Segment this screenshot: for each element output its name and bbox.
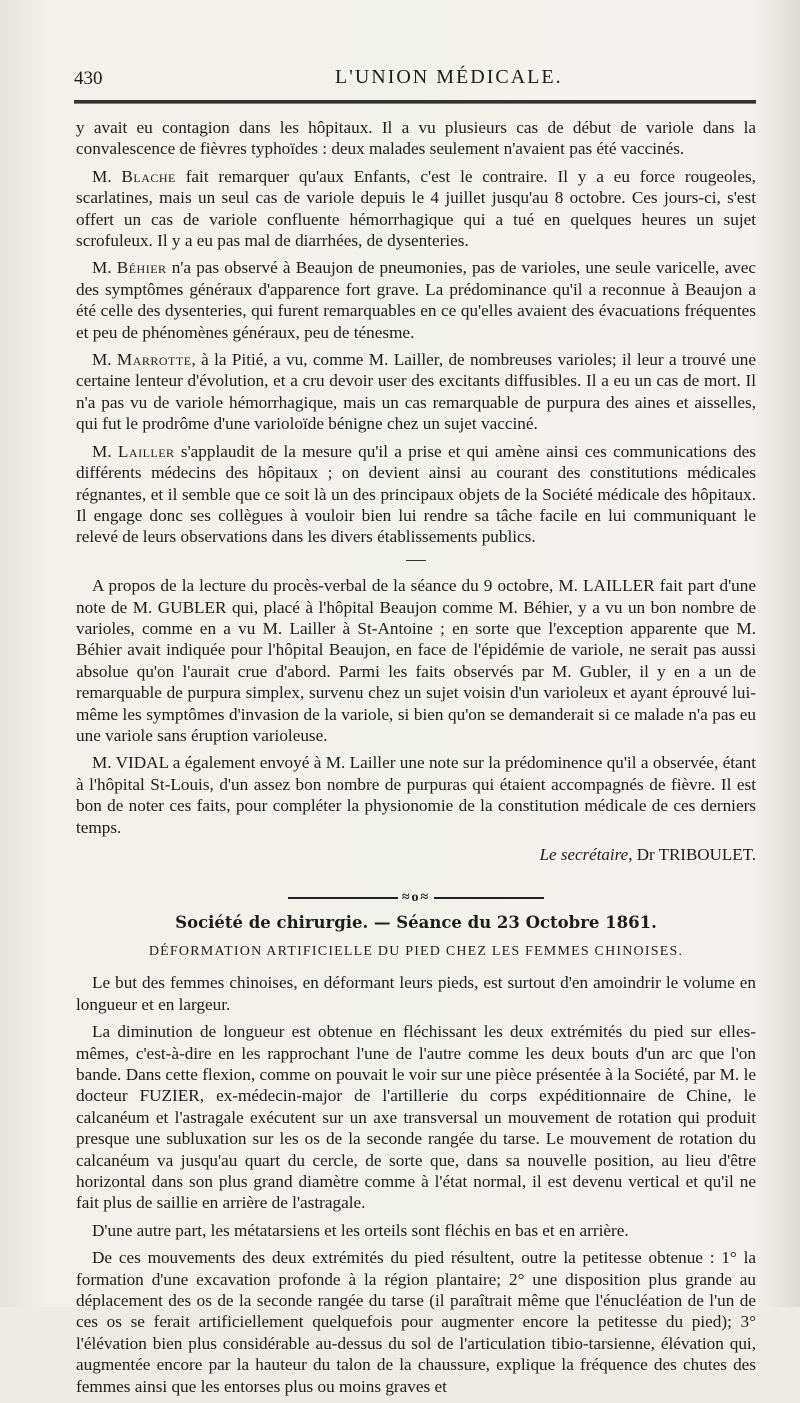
speaker-name: Marrotte	[116, 350, 192, 370]
header-rule	[74, 100, 756, 104]
speaker-name: Blache	[121, 166, 176, 186]
paragraph: A propos de la lecture du procès-verbal de la séance du 9 octobre, M. LAILLER fait part d'une note de M. GUBLER qui, placé à l'hôpital Beaujon comme M. Béhier, y a vu un bon nombre de varioles, comme en a vu M. Lailler à St-Antoine ; en sorte que l'exception apparente que M. Béhier avait indiquée pour l'hôpital Beaujon, en face de l'épidémie de variole, ne serait pas aussi absolue qu'on l'aurait crue d'abord. Parmi les faits observés par M. Gubler, il y en a un de remarquable de purpura simplex, survenu chez un sujet voisin d'un varioleux et ayant éprouvé lui-même les symptômes d'invasion de la variole, si bien qu'on se demanderait si ce malade n'a pas eu une variole sans éruption varioleuse.	[76, 576, 756, 746]
ornament-center: ≈o≈	[401, 889, 431, 905]
paragraph: De ces mouvements des deux extrémités du pied résultent, outre la petitesse obtenue : 1° la formation d'une excavation profonde à la région plantaire; 2° une disposition plus grande au déplacement des os de la seconde rangée du tarse (il paraîtrait même que l'énucléation de l'un de ces os se ferait artificiellement quelquefois pour augmenter encore la petitesse du pied); 3° l'élévation bien plus considérable au-dessus du sol de l'articulation tibio-tarsienne, élévation qui, augmentée encore par la hauteur du talon de la chaussure, explique la fréquence des chutes des femmes ainsi que les entorses plus ou moins graves et	[76, 1248, 756, 1396]
paragraph: Le but des femmes chinoises, en déformant leurs pieds, est surtout d'en amoindrir le volume en longueur et en largeur.	[76, 973, 756, 1014]
signature-role: Le secrétaire	[539, 845, 629, 865]
article-title: DÉFORMATION ARTIFICIELLE DU PIED CHEZ LES FEMMES CHINOISES.	[148, 943, 684, 959]
signature: Le secrétaire, Dr TRIBOULET.	[539, 845, 756, 865]
paragraph: D'une autre part, les métatarsiens et les orteils sont fléchis en bas et en arrière.	[92, 1220, 629, 1240]
paragraph: La diminution de longueur est obtenue en fléchissant les deux extrémités du pied sur elles-mêmes, c'est-à-dire en les rapprochant l'une de l'autre comme les deux bouts d'un arc que l'on bande. Dans cette flexion, comme on pouvait le voir sur une pièce présentée à la Société, par M. le docteur FUZIER, ex-médecin-major de l'artillerie du corps expéditionnaire de Chine, le calcanéum et l'astragale exécutent sur un axe transversal un mouvement de rotation qui produit presque une subluxation sur les os de la seconde rangée du tarse. Le mouvement de rotation du calcanéum va jusqu'au quart du cercle, de sorte que, dans sa nouvelle position, au lieu d'être horizontal dans son plus grand diamètre comme à l'état normal, il est devenu vertical et qu'il ne fait plus de saillie en arrière de l'astragale.	[76, 1022, 756, 1213]
ornament-divider	[76, 890, 756, 906]
body-text	[76, 117, 756, 1403]
section-dash	[406, 560, 426, 562]
running-title: L'UNION MÉDICALE.	[335, 66, 563, 88]
paragraph: M. VIDAL a également envoyé à M. Lailler une note sur la prédominence qu'il a observée, étant à l'hôpital St-Louis, d'un assez bon nombre de purpuras qui étaient accompagnés de fièvre. Il est bon de noter ces faits, pour compléter la physionomie de la constitution médicale de ces derniers temps.	[76, 753, 756, 837]
page-number: 430	[74, 68, 103, 89]
signature-name: Dr TRIBOULET.	[636, 845, 756, 865]
paragraph: M. Lailler s'applaudit de la mesure qu'il a prise et qui amène ainsi ces communications des différents médecins des hôpitaux ; on devient ainsi au courant des constitutions médicales régnantes, et il semble que ce soit là un des principaux objets de la Société médicale des hôpitaux. Il engage donc ses collègues à vouloir bien lui rendre sa tâche facile en lui communiquant le relevé de leurs observations dans les divers établissements publics.	[76, 441, 756, 547]
page-header	[70, 60, 760, 94]
society-heading: Société de chirurgie. — Séance du 23 Octobre 1861.	[175, 912, 657, 932]
paragraph: y avait eu contagion dans les hôpitaux. Il a vu plusieurs cas de début de variole dans la convalescence de fièvres typhoïdes : deux malades seulement n'avaient pas été vaccinés.	[76, 118, 756, 159]
speaker-name: Béhier	[116, 258, 167, 278]
paragraph: M. Marrotte, à la Pitié, a vu, comme M. Lailler, de nombreuses varioles; il leur a trouvé une certaine lenteur d'évolution, et a cru devoir user des excitants diffusibles. Il a eu un cas de mort. Il n'a pas vu de variole hémorrhagique, mais un cas remarquable de purpura des aines et aisselles, qui fut le prodrôme d'une varioloïde bénigne chez un sujet vacciné.	[76, 350, 756, 434]
paragraph: M. Blache fait remarquer qu'aux Enfants, c'est le contraire. Il y a eu force rougeoles, scarlatines, mais un seul cas de variole depuis le 4 juillet jusqu'au 8 octobre. Ces jours-ci, s'est offert un cas de variole confluente hémorrhagique qui a tué en quelques heures un sujet scrofuleux. Il y a eu pas mal de diarrhées, de dysenteries.	[76, 166, 756, 251]
paragraph: M. Béhier n'a pas observé à Beaujon de pneumonies, pas de varioles, une seule varicelle, avec des symptômes généraux d'apparence fort grave. La prédominance qu'il a reconnue à Beaujon a été celle des dysenteries, qui furent remarquables en ce qu'elles avaient des évacuations fréquentes et peu de phénomènes généraux, peu de ténesme.	[76, 258, 756, 342]
speaker-name: Lailler	[117, 441, 175, 461]
